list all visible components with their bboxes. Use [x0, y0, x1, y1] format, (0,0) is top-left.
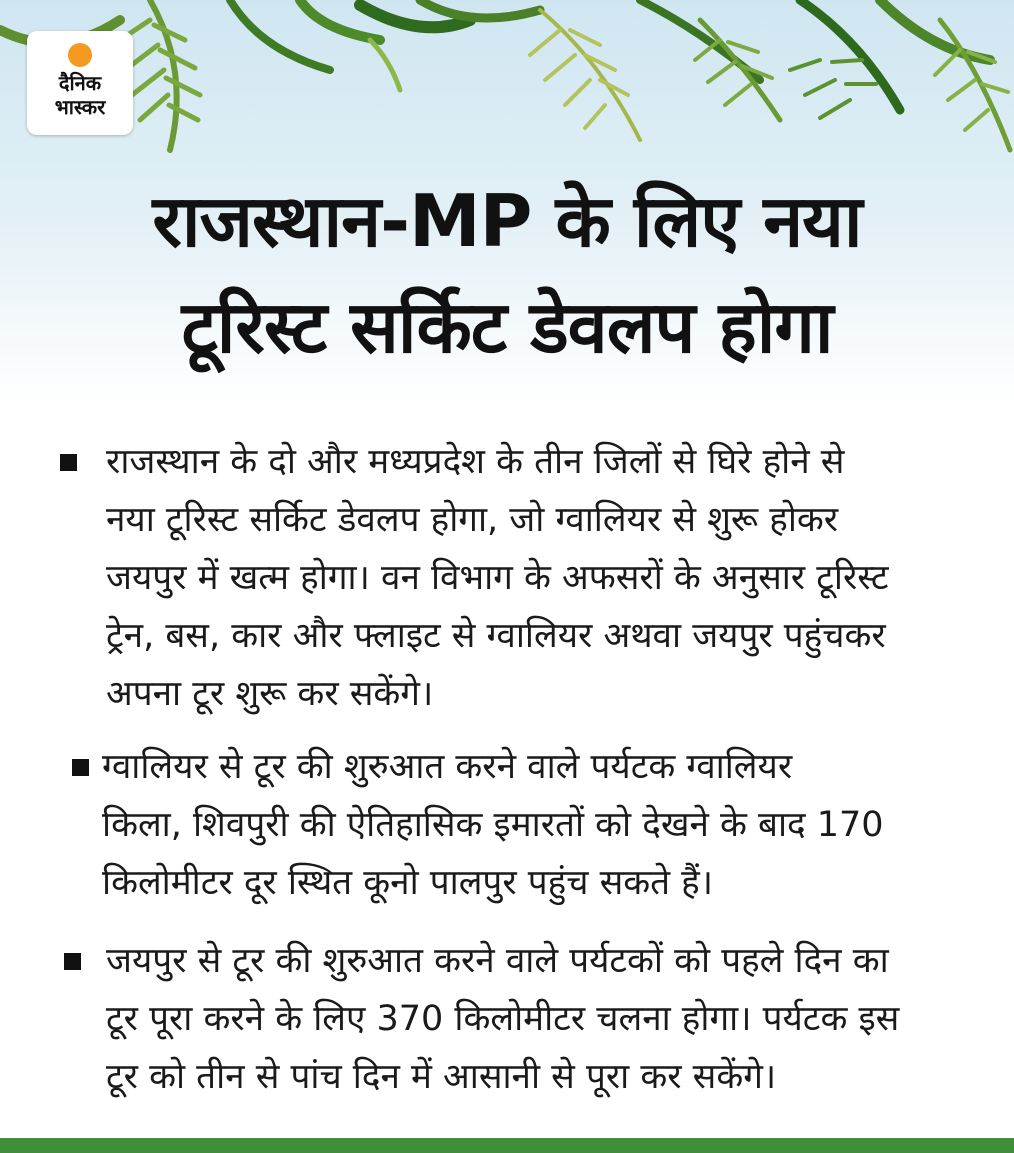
text-line: टूर को तीन से पांच दिन में आसानी से पूरा कर सकेंगे।: [106, 1057, 777, 1097]
text-line: टूर पूरा करने के लिए 370 किलोमीटर चलना होगा। पर्यटक इस: [106, 999, 900, 1039]
text-line: ग्वालियर से टूर की शुरुआत करने वाले पर्यटक ग्वालियर: [102, 747, 793, 787]
bullet-point-text: [102, 738, 982, 912]
headline-line-1: राजस्थान-MP के लिए नया: [152, 179, 862, 263]
text-line: जयपुर से टूर की शुरुआत करने वाले पर्यटकों को पहले दिन का: [106, 941, 889, 981]
bullet-point-text: [106, 433, 986, 723]
bullet-square: [64, 953, 81, 970]
text-line: किला, शिवपुरी की ऐतिहासिक इमारतों को देखने के बाद 170: [102, 805, 884, 845]
text-line: अपना टूर शुरू कर सकेंगे।: [106, 674, 434, 714]
text-line: राजस्थान के दो और मध्यप्रदेश के तीन जिलों से घिरे होने से: [106, 442, 845, 482]
logo-line-1: दैनिक: [58, 71, 102, 95]
footer-bar: [0, 1138, 1014, 1153]
logo-line-2: भास्कर: [54, 95, 106, 119]
fern-foliage-decoration: [0, 0, 1014, 160]
dainik-bhaskar-logo: [27, 31, 133, 135]
bullet-square: [72, 759, 89, 776]
headline-line-2: टूरिस्ट सर्किट डेवलप होगा: [181, 285, 833, 369]
headline: [0, 168, 1014, 380]
text-line: जयपुर में खत्म होगा। वन विभाग के अफसरों के अनुसार टूरिस्ट: [106, 558, 889, 598]
text-line: किलोमीटर दूर स्थित कूनो पालपुर पहुंच सकते हैं।: [102, 863, 714, 903]
bullet-point-text: [106, 932, 986, 1106]
sun-icon: [68, 43, 92, 67]
text-line: ट्रेन, बस, कार और फ्लाइट से ग्वालियर अथवा जयपुर पहुंचकर: [106, 616, 886, 656]
text-line: नया टूरिस्ट सर्किट डेवलप होगा, जो ग्वालियर से शुरू होकर: [106, 500, 839, 540]
bullet-square: [60, 454, 77, 471]
